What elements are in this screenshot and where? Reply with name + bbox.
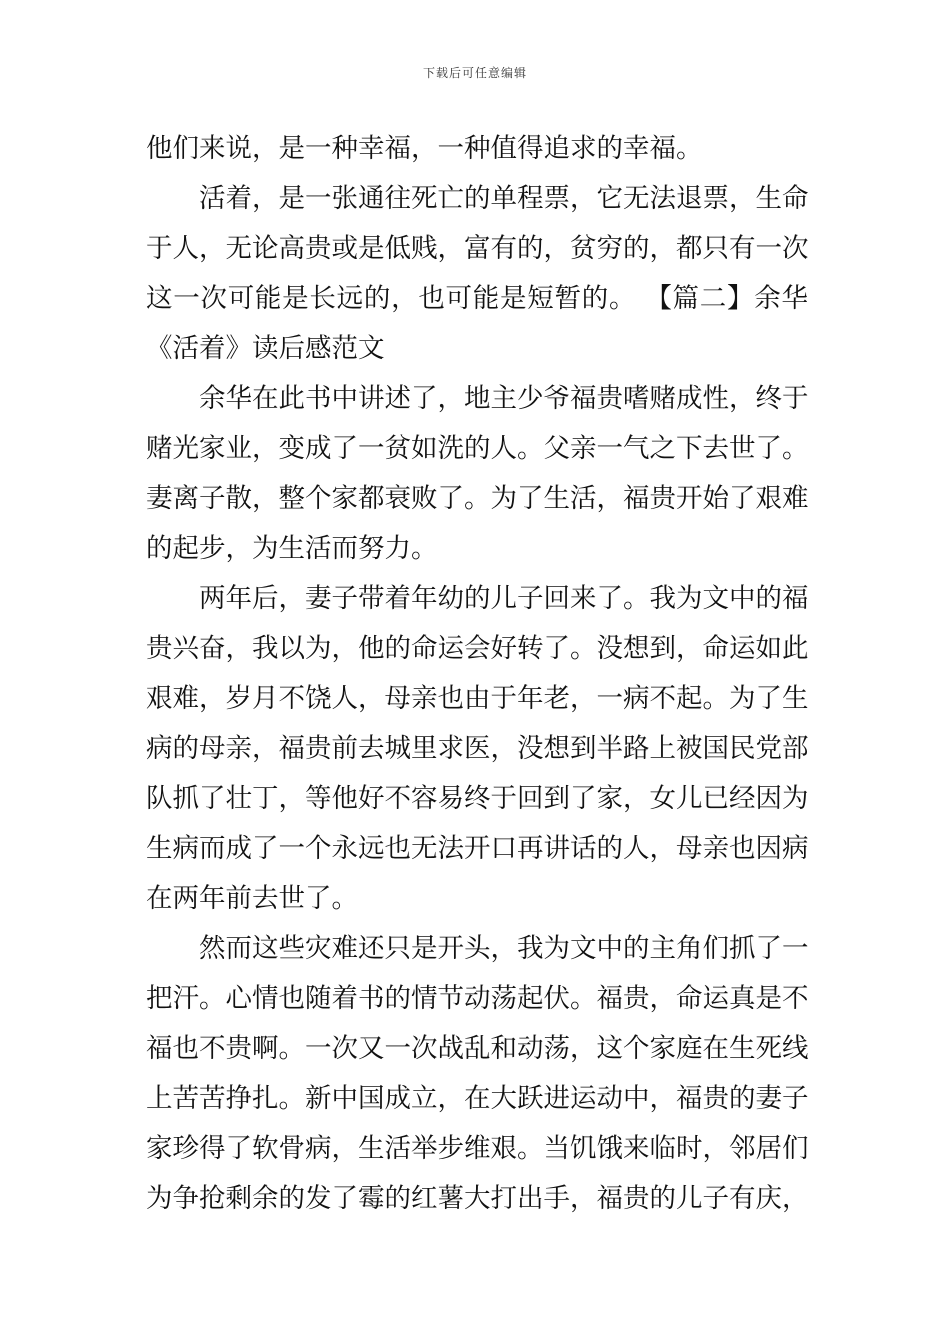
text-line: 家珍得了软骨病，生活举步维艰。当饥饿来临时，邻居们: [146, 1133, 808, 1164]
text-line: 赌光家业，变成了一贫如洗的人。父亲一气之下去世了。: [146, 433, 808, 464]
text-line: 把汗。心情也随着书的情节动荡起伏。福贵，命运真是不: [146, 983, 808, 1014]
text-line: 为争抢剩余的发了霉的红薯大打出手，福贵的儿子有庆，: [146, 1183, 808, 1214]
text-line: 《活着》读后感范文: [146, 333, 385, 364]
text-line: 两年后，妻子带着年幼的儿子回来了。我为文中的福: [199, 583, 808, 614]
text-line: 上苦苦挣扎。新中国成立，在大跃进运动中，福贵的妻子: [146, 1083, 808, 1114]
text-line: 余华在此书中讲述了，地主少爷福贵嗜赌成性，终于: [199, 383, 808, 414]
text-line: 福也不贵啊。一次又一次战乱和动荡，这个家庭在生死线: [146, 1033, 808, 1064]
text-line: 病的母亲，福贵前去城里求医，没想到半路上被国民党部: [146, 733, 808, 764]
text-line: 在两年前去世了。: [146, 883, 358, 914]
text-line: 然而这些灾难还只是开头，我为文中的主角们抓了一: [199, 933, 808, 964]
text-line: 艰难，岁月不饶人，母亲也由于年老，一病不起。为了生: [146, 683, 808, 714]
text-line: 贵兴奋，我以为，他的命运会好转了。没想到，命运如此: [146, 633, 808, 664]
page-header-note: 下载后可任意编辑: [422, 66, 527, 80]
text-line: 于人，无论高贵或是低贱，富有的，贫穷的，都只有一次: [146, 233, 808, 264]
text-line: 妻离子散，整个家都衰败了。为了生活，福贵开始了艰难: [146, 483, 808, 514]
text-line: 活着，是一张通往死亡的单程票，它无法退票，生命: [199, 183, 808, 214]
text-line: 这一次可能是长远的，也可能是短暂的。 【篇二】余华: [146, 283, 808, 314]
text-line: 他们来说，是一种幸福，一种值得追求的幸福。: [146, 133, 703, 164]
text-line: 队抓了壮丁，等他好不容易终于回到了家，女儿已经因为: [146, 783, 808, 814]
text-line: 生病而成了一个永远也无法开口再讲话的人，母亲也因病: [146, 833, 808, 864]
text-line: 的起步，为生活而努力。: [146, 533, 438, 564]
